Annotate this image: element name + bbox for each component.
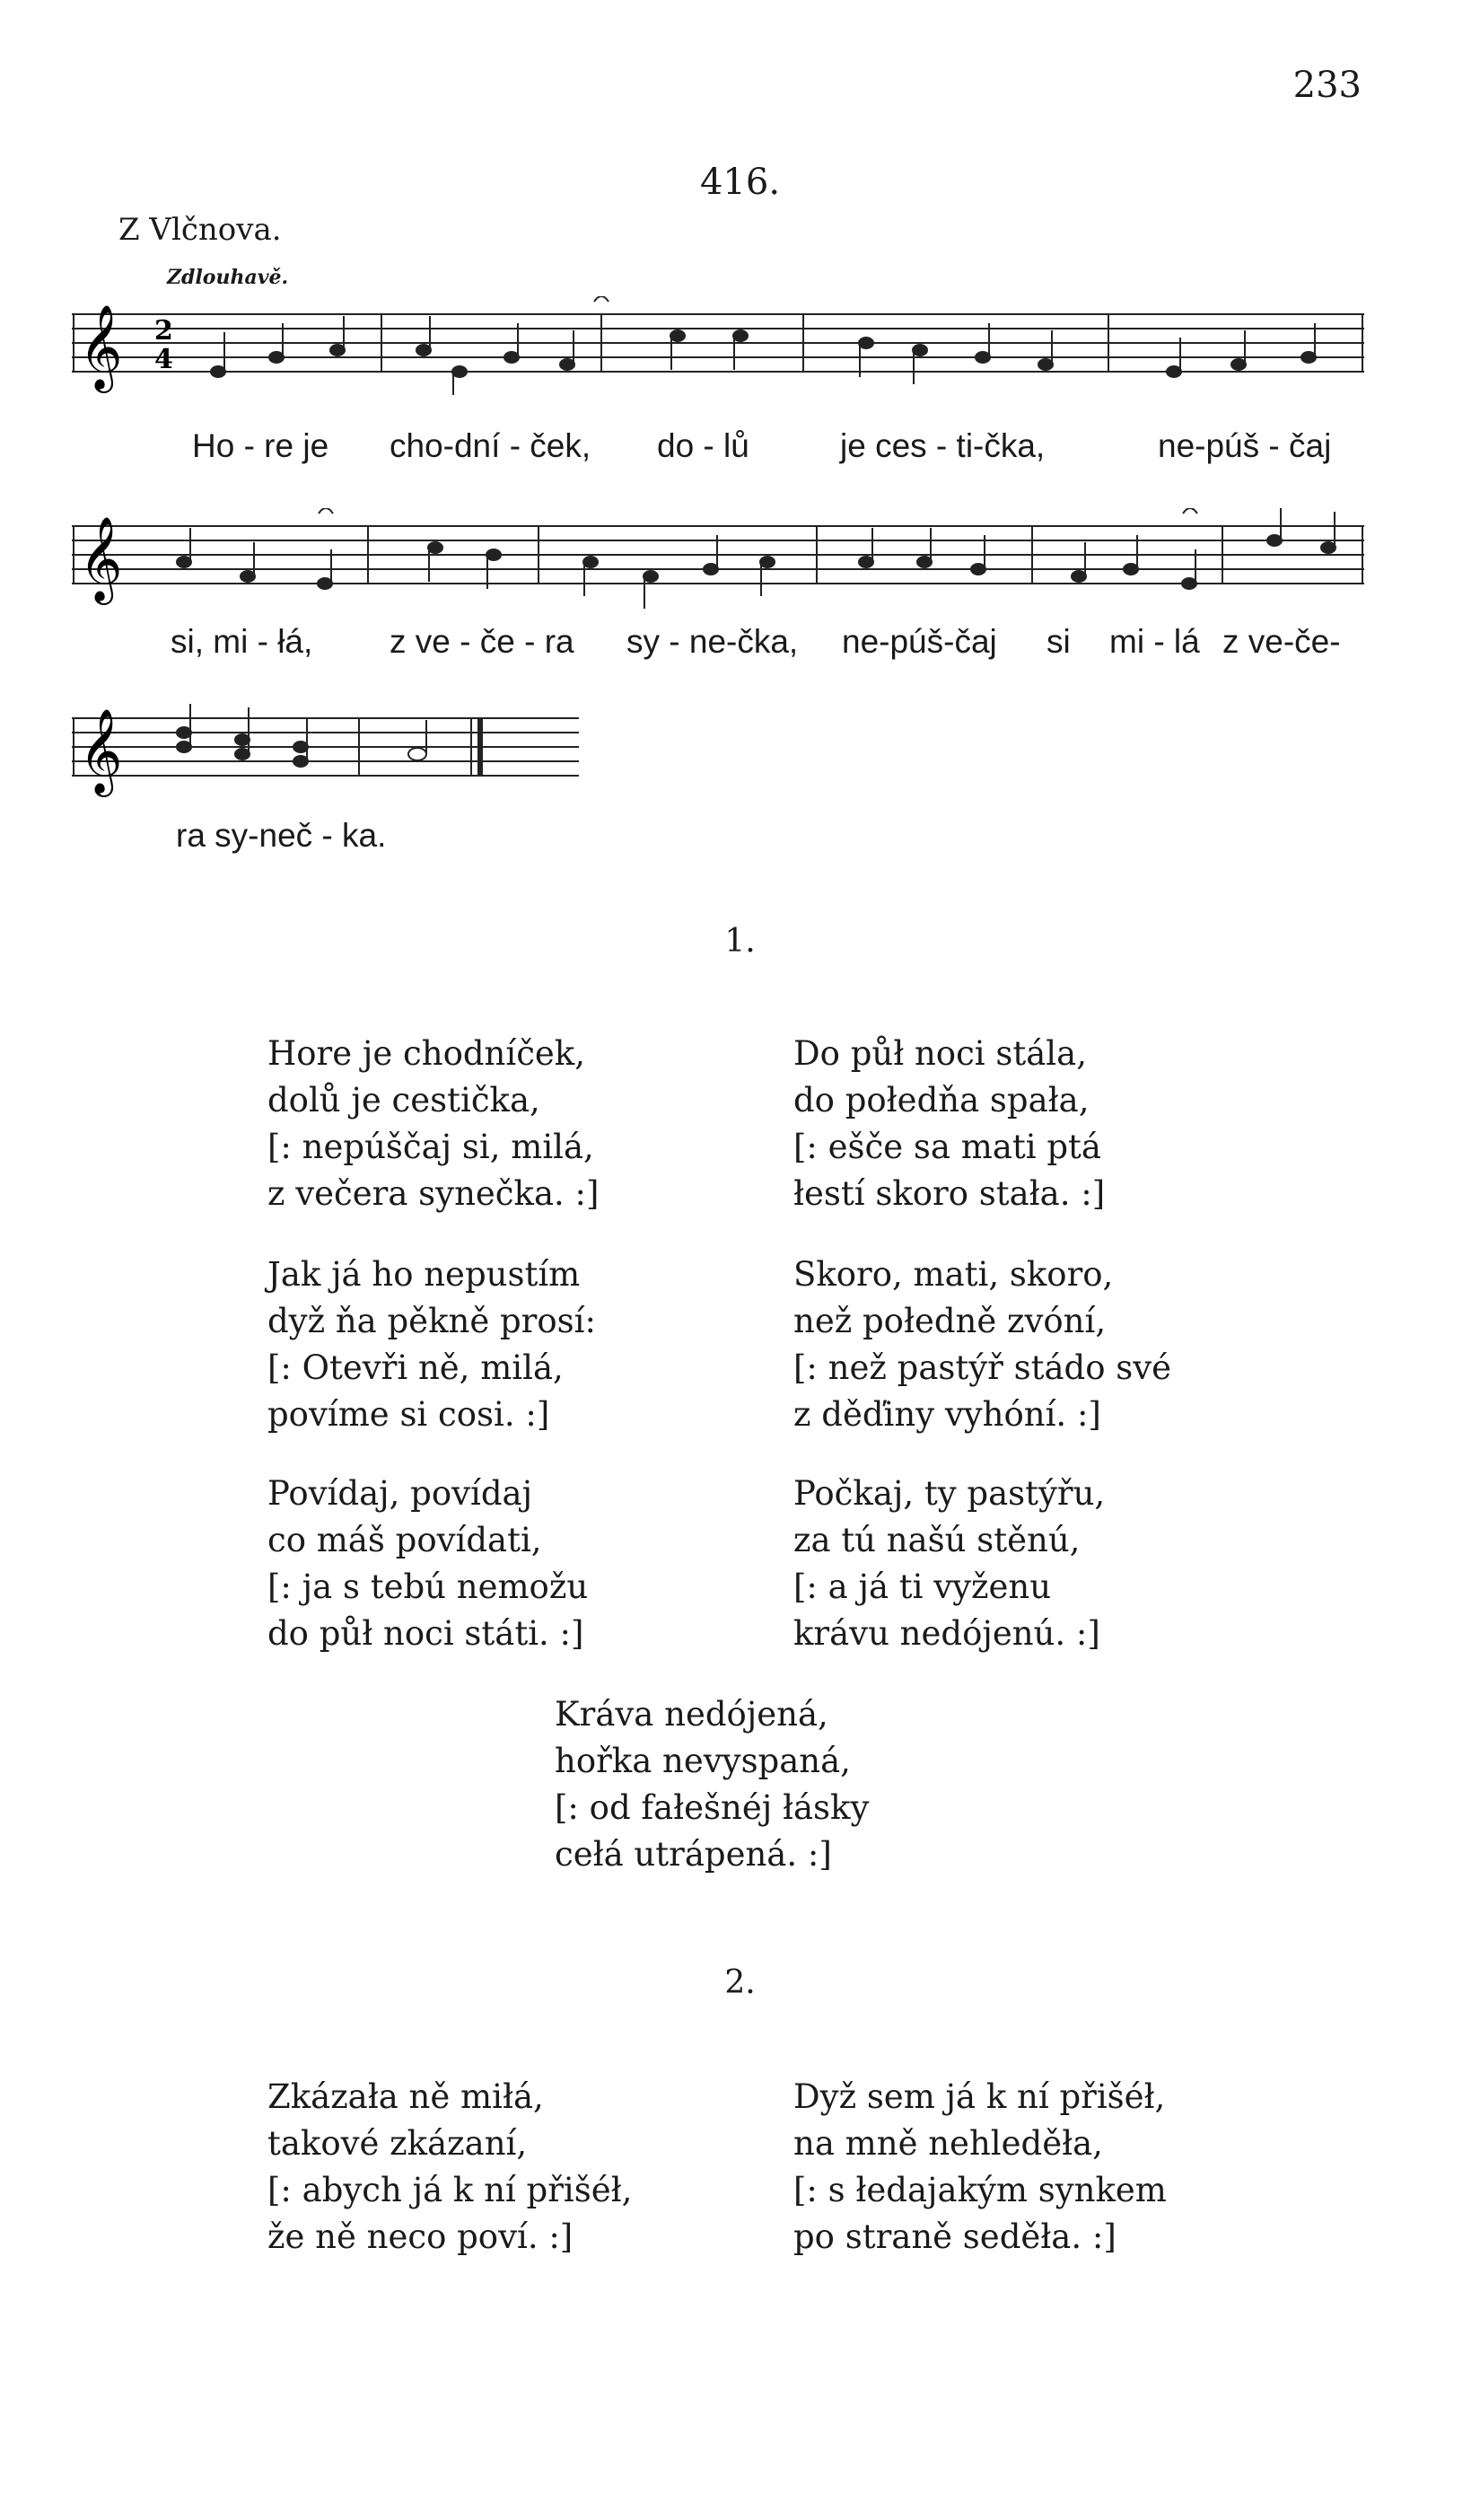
svg-text:𝄞: 𝄞 (79, 516, 123, 601)
stanza-1-1: Hore je chodníček, dolů je cestička, [: nepúščaj si, milá, z večera synečka. :] (267, 1034, 600, 1213)
section-1-number: 1. (724, 923, 756, 960)
svg-text:𝄞: 𝄞 (79, 708, 123, 794)
stanza-2-1: Zkázała ně miłá, takové zkázaní, [: abych já k ní přišéł, že ně neco poví. :] (267, 2077, 633, 2256)
stanza-1-3: Jak já ho nepustím dyž ňa pěkně prosí: [: Otevři ně, milá, povíme si cosi. :] (267, 1255, 596, 1434)
music-staff-1 (72, 296, 1373, 413)
page-number: 233 (1292, 65, 1362, 106)
stanza-1-2: Do půł noci stála, do połedňa spała, [: ešče sa mati ptá łestí skoro stała. :] (793, 1034, 1106, 1213)
time-signature-bottom: 4 (154, 344, 173, 375)
stanza-1-7: Kráva nedójená, hořka nevyspaná, [: od fałešnéj łásky cełá utrápená. :] (555, 1695, 870, 1874)
tempo-marking: Zdlouhavě. (167, 266, 289, 289)
stanza-1-4: Skoro, mati, skoro, než połedně zvóní, [: než pastýř stádo své z děďiny vyhóní. :] (793, 1255, 1172, 1434)
origin-label: Z Vlčnova. (118, 212, 282, 248)
time-signature-top: 2 (154, 315, 173, 347)
music-staff-2 (72, 508, 1373, 625)
lyric-line-3: ra sy-neč - ka. (176, 817, 387, 854)
stanza-1-5: Povídaj, povídaj co máš povídati, [: ja s tebú nemožu do půł noci státi. :] (267, 1474, 589, 1653)
stanza-2-2: Dyž sem já k ní přišéł, na mně nehleděła, [: s łedajakým synkem po straně seděła. :] (793, 2077, 1167, 2256)
section-2-number: 2. (724, 1964, 756, 2001)
stanza-1-6: Počkaj, ty pastýřu, za tú našú stěnú, [: a já ti vyženu krávu nedójenú. :] (793, 1474, 1106, 1653)
music-staff-3 (72, 700, 610, 817)
svg-text:𝄞: 𝄞 (79, 304, 123, 390)
song-number: 416. (699, 162, 781, 203)
